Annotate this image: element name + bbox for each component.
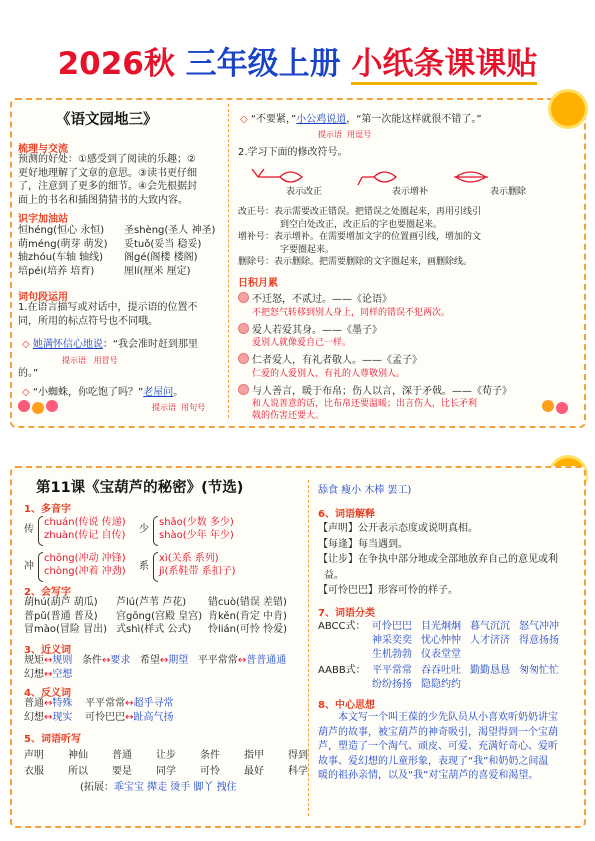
mark-label: 表示增补 [392,187,429,197]
polyphone-reading: xì(关系 系列) jì(系鞋带 系扣子) [159,553,236,577]
section-heading: 第11课《宝葫芦的秘密》(节选) [36,480,244,496]
bullet-icon [238,292,249,303]
example-sentence: ◇ “小蜘蛛，你吃饱了吗？”老屋问。 [22,387,184,398]
quote-list: 不迁怒，不贰过。——《论语》 不把怒气转移到别人身上，同样的错误不犯两次。 爱人若爱其身。——《墨子》 爱别人就像爱自己一样。 仁者爱人，有礼者敬人。——《孟子》 仁爱的人爱别人，有礼的人尊敬别人。 与人善言，暖于布帛；伤人以言，深于矛戟。——《荀子》 和人说善意的话，比布帛还要温暖；出言伤人，比长矛利 戟的伤害还要大。 [238,292,578,422]
revision-definitions: 改正号：表示需要改正错误。把错误之处圈起来，再用引线引 到空白处改正，改正后的字也要圈起来。 增补号：表示增补。在需要增加文字的位置画引线，增加的文 字要圈起来。 删除号：表示删除。把需要删除的文字圈起来，画删除线。 [238,207,482,267]
bracket [153,516,158,546]
subheading: 6、词语解释 [318,509,375,520]
bracket [38,552,43,582]
subheading: 梳理与交流 [18,144,68,155]
mark-label: 表示改正 [286,187,323,197]
extension-continued: 舔食 瘦小 木棒 罢工) [318,485,412,496]
subheading: 8、中心思想 [318,700,375,711]
subheading: 4、反义词 [24,688,71,699]
bottom-divider [308,480,309,816]
bullet-icon [238,323,249,334]
example-sentence-end: 的。” [18,368,39,379]
bullet-icon [238,353,249,364]
paragraph: 1.在语言描写或对话中，提示语的位置不 同，所用的标点符号也不同哦。 [18,302,198,327]
abcc-label: ABCC式： [318,621,366,632]
polyphone-chuan: 传 [24,524,34,535]
subheading: 1、多音字 [24,504,71,515]
antonym-list: 普通↔特殊 平平常常↔超乎寻常 幻想↔现实 可怜巴巴↔趾高气扬 [24,698,174,723]
handwritten-note: 提示语 用冒号 [62,356,118,365]
char-list: 恒héng(恒心 永恒) 圣shèng(圣人 神圣) 萌méng(萌芽 萌发) 妥tuǒ(妥当 稳妥) 轴zhóu(车轴 轴线) 阁gé(阁楼 楼阁) 培péi(培养 培育) 厘lí(厘米 厘定) [18,225,216,277]
title-subject: 小纸条课课贴 [351,46,537,85]
polyphone-reading: shǎo(少数 多少) shào(少年 年少) [159,517,234,541]
aabb-words: 平平常常 吞吞吐吐 勤勤恳恳 匆匆忙忙 纷纷扬扬 隐隐约约 [372,665,559,690]
center-idea: 本文写一个叫王葆的少先队员从小喜欢听奶奶讲宝 葫芦的故事，被宝葫芦的神奇吸引，渴望得到一个宝葫 芦，塑造了一个淘气、顽皮、可爱、充满好奇心、爱听 故事、爱幻想的儿童形象，表现了“我”和奶奶之间温 暖的祖孙亲情，以及“我”对宝葫芦的喜爱和渴望。 [318,712,558,781]
bracket [38,516,43,546]
bracket [153,552,158,582]
page-title [0,44,595,84]
mark-label: 表示删除 [490,187,527,197]
example-sentence: ◇ 她满怀信心地说：“我会准时赶到那里 [22,339,199,350]
dictation-list: 声明 神仙 普通 让步 条件 指甲 得到 衣服 所以 要是 同学 可怜 最好 科学 (拓展：乖宝宝 撵走 烫手 脚丫 拽住 [24,750,308,793]
abcc-words: 可怜巴巴 目光炯炯 暮气沉沉 怒气冲冲 神采奕奕 忧心忡忡 人才济济 得意扬扬 生机勃勃 仪表堂堂 [372,621,559,660]
bullet-icon [238,384,249,395]
subheading: 2、会写字 [24,587,71,598]
subheading: 识字加油站 [18,214,68,225]
polyphone-chong: 冲 [24,561,34,572]
subheading: 3、近义词 [24,645,71,656]
section-heading: 《语文园地三》 [56,112,158,128]
subheading: 7、词语分类 [318,608,375,619]
polyphone-reading: chōng(冲动 冲锋) chòng(冲着 冲劲) [44,553,126,577]
title-grade: 三年级上册 [185,46,341,82]
handwritten-note: 提示语 用逗号 [318,130,372,139]
handwritten-note: 提示语 用句号 [152,403,206,412]
polyphone-xi: 系 [139,561,149,572]
subheading: 词句段运用 [18,292,68,303]
polyphone-shao: 少 [139,524,149,535]
title-year: 2026秋 [57,46,175,82]
polyphone-reading: chuán(传说 传递) zhuàn(传记 自传) [44,517,126,541]
subheading: 日积月累 [238,278,278,289]
top-divider [228,104,229,418]
synonym-list: 规矩↔规则 条件↔要求 希望↔期望 平平常常↔普普通通 幻想↔空想 [24,655,287,680]
paragraph: 2.学习下面的修改符号。 [238,147,348,158]
write-chars: 葫hú(葫芦 葫瓜) 芦lú(芦苇 芦花) 错cuò(错误 差错) 普pǔ(普通 普及) 宫gōng(宫殿 皇宫) 肯kěn(肯定 中肯) 冒mào(冒险 冒出) 式shì(样式 公式) 怜lián(可怜 怜爱) [24,597,288,635]
example-sentence: ◇ “不要紧，”小公鸡说道，“第一次能这样就很不错了。” [240,114,482,125]
subheading: 5、词语听写 [24,734,81,745]
word-explanations: 【声明】公开表示态度或说明真相。 【每逢】每当遇到。 【让步】在争执中部分地或全部地放弃自己的意见或利 益。 【可怜巴巴】形容可怜的样子。 [318,523,558,596]
aabb-label: AABB式： [318,665,366,676]
paragraph: 预测的好处：①感受到了阅读的乐趣；② 更好地理解了文章的意思。③读书更仔细 了，注意到了更多的细节。④会先根据封 面上的书名和插图猜猜书的大致内容。 [18,154,197,206]
